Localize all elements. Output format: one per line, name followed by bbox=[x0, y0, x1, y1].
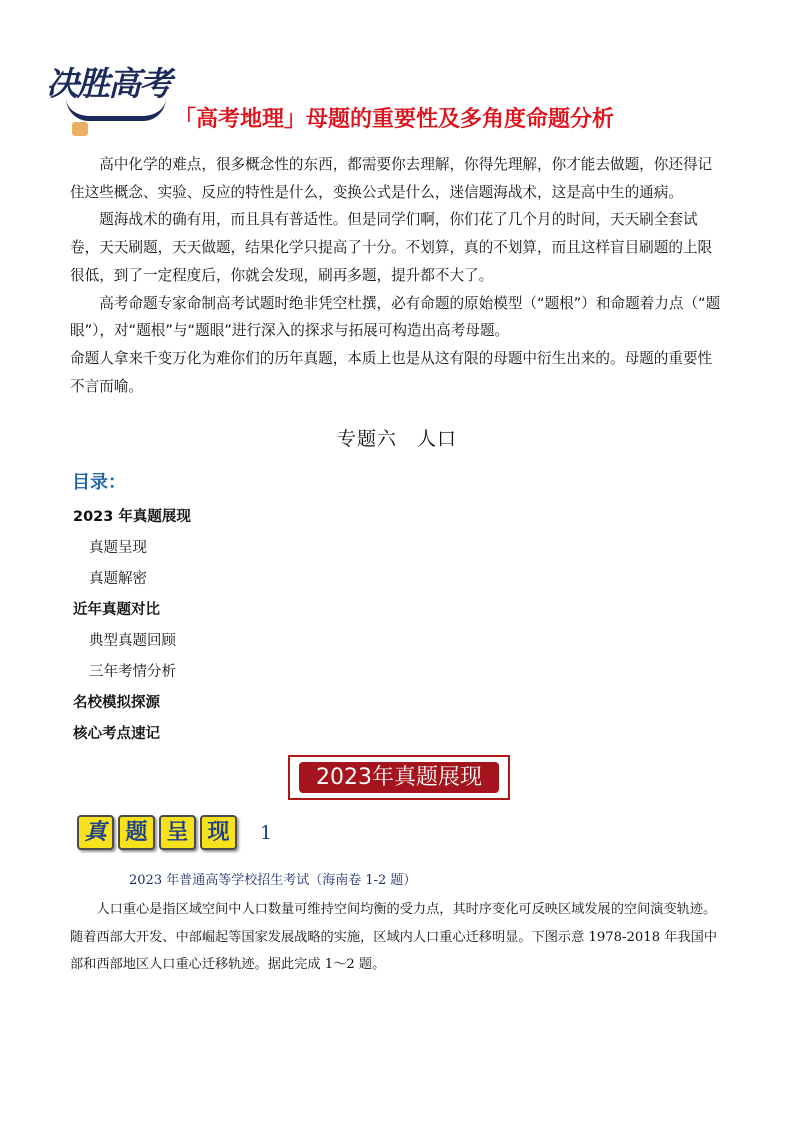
logo bbox=[46, 58, 176, 138]
section-banner bbox=[288, 755, 510, 800]
toc-item[interactable]: 核心考点速记 bbox=[73, 726, 160, 742]
question-source: 2023 年普通高等学校招生考试（海南卷 1-2 题） bbox=[129, 873, 417, 888]
zhenti-chengxian-tiles bbox=[77, 815, 237, 850]
toc-item[interactable]: 三年考情分析 bbox=[89, 664, 176, 680]
intro-paragraph: 命题人拿来千变万化为难你们的历年真题，本质上也是从这有限的母题中衍生出来的。母题的重要性不言而喻。 bbox=[70, 349, 713, 395]
tile: 呈 bbox=[159, 815, 196, 850]
table-of-contents bbox=[73, 506, 191, 754]
intro-paragraph: 题海战术的确有用，而且具有普适性。但是同学们啊，你们花了几个月的时间，天天刷全套试卷，天天刷题，天天做题，结果化学只提高了十分。不划算，真的不划算，而且这样盲目刷题的上限很低，到了一定程度后，你就会发现，刷再多题，提升都不大了。 bbox=[70, 211, 713, 284]
question-paragraph: 人口重心是指区域空间中人口数量可维持空间均衡的受力点，其时序变化可反映区域发展的空间演变轨迹。随着西部大开发、中部崛起等国家发展战略的实施，区域内人口重心迁移明显。下图示意 1978-2018 年我国中部和西部地区人口重心迁移轨迹。据此完成 1～2 题。 bbox=[70, 902, 718, 972]
toc-item[interactable]: 真题解密 bbox=[89, 571, 147, 587]
logo-swoosh bbox=[66, 98, 166, 121]
logo-illustration bbox=[72, 122, 88, 136]
document-title: 「高考地理」母题的重要性及多角度命题分析 bbox=[174, 107, 615, 132]
tile: 现 bbox=[200, 815, 237, 850]
toc-item[interactable]: 名校模拟探源 bbox=[73, 695, 160, 711]
question-number: 1 bbox=[260, 822, 273, 844]
toc-item[interactable]: 近年真题对比 bbox=[73, 602, 160, 618]
toc-item[interactable]: 真题呈现 bbox=[89, 540, 147, 556]
toc-item[interactable]: 2023 年真题展现 bbox=[73, 509, 191, 525]
intro-paragraph: 高中化学的难点，很多概念性的东西，都需要你去理解，你得先理解，你才能去做题，你还得记住这些概念、实验、反应的特性是什么，变换公式是什么，迷信题海战术，这是高中生的通病。 bbox=[70, 156, 713, 201]
tile: 题 bbox=[118, 815, 155, 850]
toc-heading: 目录： bbox=[72, 472, 126, 493]
question-text bbox=[70, 896, 725, 979]
tile: 真 bbox=[77, 815, 114, 850]
section-title: 专题六 人口 bbox=[336, 428, 457, 450]
logo-text: 决胜高考 bbox=[46, 64, 170, 103]
intro-paragraph: 高考命题专家命制高考试题时绝非凭空杜撰，必有命题的原始模型（“题根”）和命题着力点（“题眼”），对“题根”与“题眼”进行深入的探求与拓展可构造出高考母题。 bbox=[70, 294, 721, 340]
toc-item[interactable]: 典型真题回顾 bbox=[89, 633, 176, 649]
intro-text bbox=[70, 151, 725, 400]
banner-text: 2023年真题展现 bbox=[299, 762, 499, 793]
